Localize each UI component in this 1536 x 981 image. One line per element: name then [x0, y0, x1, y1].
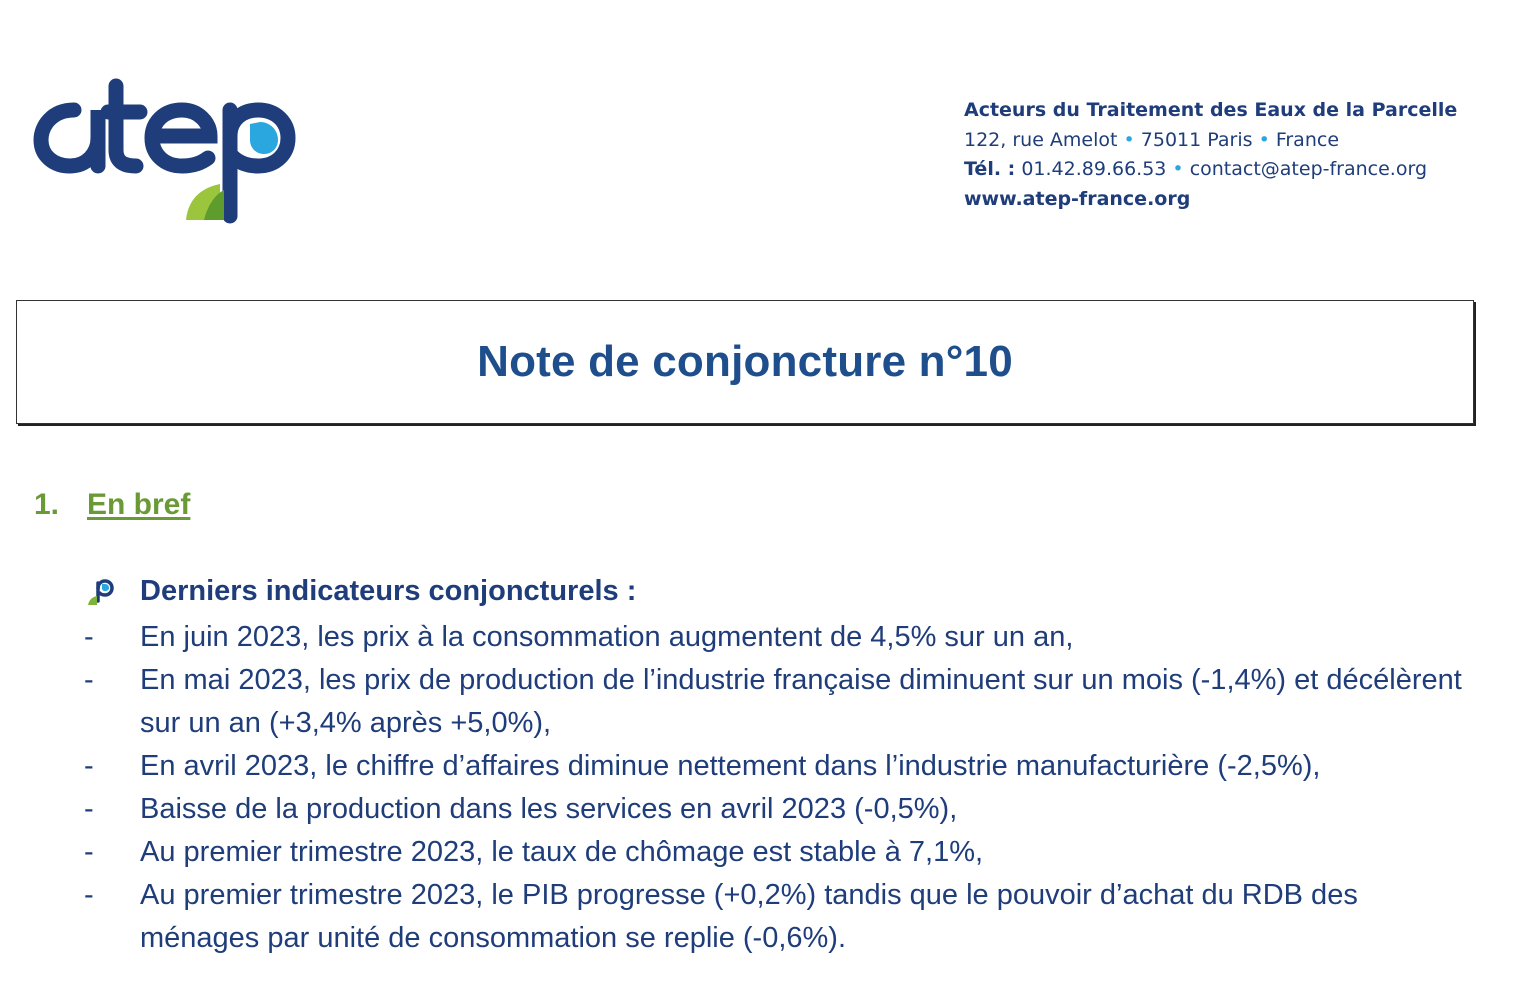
list-dash: - — [84, 879, 94, 911]
section-number: 1. — [34, 488, 60, 521]
list-dash: - — [84, 621, 94, 653]
address-city: 75011 Paris — [1140, 128, 1253, 151]
organization-contact — [964, 155, 1504, 185]
separator-dot: • — [1172, 158, 1184, 180]
list-item-text: Au premier trimestre 2023, le taux de chômage est stable à 7,1%, — [140, 836, 984, 868]
section-title: En bref — [87, 488, 191, 521]
indicators-list — [84, 616, 1484, 960]
list-item-text: Baisse de la production dans les services en avril 2023 (-0,5%), — [140, 793, 958, 825]
atep-bullet-icon — [84, 577, 114, 607]
list-dash: - — [84, 750, 94, 782]
list-item — [84, 659, 1484, 745]
email-link[interactable]: contact@atep-france.org — [1189, 158, 1428, 180]
phone-number: 01.42.89.66.53 — [1021, 158, 1167, 180]
list-item — [84, 616, 1484, 659]
list-item-text: En avril 2023, le chiffre d’affaires diminue nettement dans l’industrie manufacturière (-2,5%), — [140, 750, 1321, 782]
title-box — [16, 300, 1474, 424]
list-dash: - — [84, 836, 94, 868]
list-item-text: Au premier trimestre 2023, le PIB progresse (+0,2%) tandis que le pouvoir d’achat du RDB des ménages par unité de consommation se replie (-0,6%). — [140, 879, 1358, 954]
organization-info — [964, 96, 1504, 214]
list-item — [84, 788, 1484, 831]
website-link[interactable]: www.atep-france.org — [964, 187, 1191, 210]
atep-logo — [32, 78, 314, 224]
list-item-text: En mai 2023, les prix de production de l’industrie française diminuent sur un mois (-1,4%) et décélèrent sur un an (+3,4% après +5,0%), — [140, 664, 1462, 739]
separator-dot: • — [1123, 128, 1135, 151]
list-dash: - — [84, 793, 94, 825]
list-item — [84, 831, 1484, 874]
list-dash: - — [84, 664, 94, 696]
list-item — [84, 874, 1484, 960]
organization-name: Acteurs du Traitement des Eaux de la Parcelle — [964, 99, 1458, 121]
indicators-subheading — [84, 575, 636, 608]
address-country: France — [1275, 128, 1340, 151]
section-heading — [34, 488, 190, 522]
phone-label: Tél. : — [964, 158, 1016, 180]
subheading-text: Derniers indicateurs conjoncturels : — [140, 575, 637, 607]
list-item-text: En juin 2023, les prix à la consommation augmentent de 4,5% sur un an, — [140, 621, 1074, 653]
address-street: 122, rue Amelot — [964, 128, 1118, 151]
separator-dot: • — [1258, 128, 1270, 151]
organization-address — [964, 126, 1504, 156]
list-item — [84, 745, 1484, 788]
document-title: Note de conjoncture n°10 — [477, 337, 1013, 386]
